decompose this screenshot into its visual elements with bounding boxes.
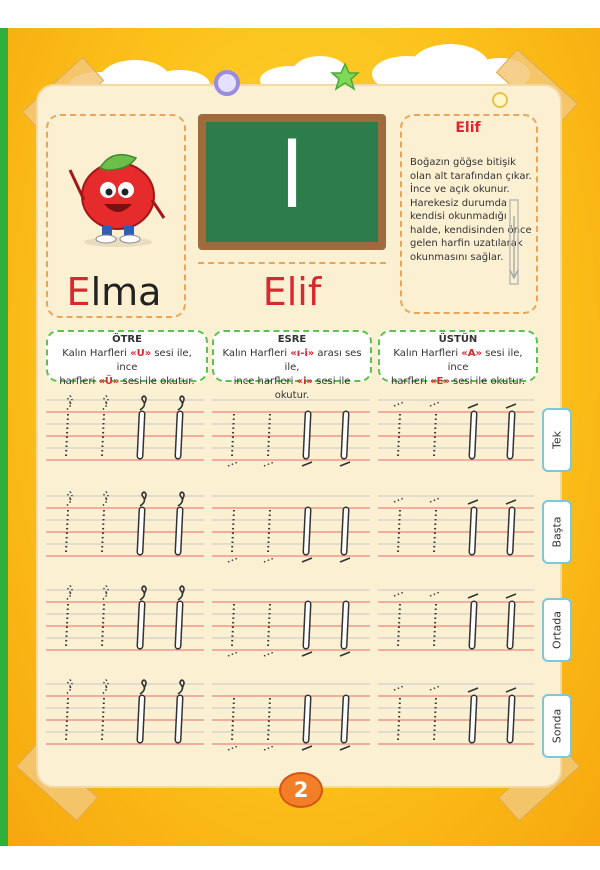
alif-tracing-icon: [66, 414, 68, 456]
word-rest: lma: [90, 270, 162, 314]
word-first-letter: E: [66, 270, 91, 314]
tab-sonda: Sonda: [542, 694, 572, 758]
tab-basta: Başta: [542, 500, 572, 564]
page-number: 2: [279, 772, 323, 808]
alif-tracing-icon: [268, 604, 270, 646]
tracing-row: [378, 684, 534, 744]
alif-tracing-icon: [102, 414, 104, 456]
tracing-row: [212, 496, 370, 562]
vowel-title: ÖTRE: [112, 334, 142, 345]
alif-tracing-icon: [232, 510, 234, 552]
tracing-row: [378, 496, 534, 556]
alif-tracing-icon: [434, 698, 436, 740]
alif-tracing-icon: [434, 604, 436, 646]
vowel-description: Kalın Harfleri «ı-i» arası ses ile, ince harfleri «i» sesi ile okutur.: [222, 348, 362, 401]
alif-tracing-icon: [268, 698, 270, 740]
alif-tracing-icon: [434, 414, 436, 456]
alif-tracing-icon: [232, 698, 234, 740]
tab-tek: Tek: [542, 408, 572, 472]
alif-tracing-icon: [66, 510, 68, 552]
vowel-description: Kalın Harfleri «A» sesi ile, ince harfleri «E» sesi ile okutur.: [390, 348, 526, 387]
tracing-row: [46, 680, 204, 744]
description-text: Boğazın göğse bitişik olan alt tarafından çıkar. İnce ve açık okunur. Harekesiz durumda kendisi okunmadığı halde, kendisinden önce gelen harfin uzatılarak okunmasını sağlar.: [410, 157, 532, 263]
tracing-row: [46, 396, 204, 460]
alif-tracing-icon: [398, 698, 400, 740]
alif-tracing-icon: [268, 414, 270, 456]
alif-tracing-icon: [66, 604, 68, 646]
tracing-row: [212, 590, 370, 656]
vowel-description: Kalın Harfleri «U» sesi ile, ince harfleri «Ü» sesi ile okutur.: [59, 348, 195, 387]
description-title: Elif: [455, 120, 481, 136]
arabic-letter-alif: ا: [279, 124, 305, 229]
alif-tracing-icon: [398, 604, 400, 646]
vowel-title: ESRE: [277, 334, 307, 345]
alif-tracing-icon: [102, 510, 104, 552]
tracing-row: [212, 684, 370, 750]
tab-ortada: Ortada: [542, 598, 572, 662]
alif-tracing-icon: [102, 604, 104, 646]
alif-tracing-icon: [66, 698, 68, 740]
letter-name-title: Elif: [262, 270, 322, 314]
alif-tracing-icon: [398, 510, 400, 552]
alif-tracing-icon: [268, 510, 270, 552]
tracing-row: [378, 590, 534, 650]
alif-tracing-icon: [232, 604, 234, 646]
alif-tracing-icon: [434, 510, 436, 552]
alif-tracing-icon: [102, 698, 104, 740]
tracing-row: [46, 492, 204, 556]
tracing-row: [46, 586, 204, 650]
vowel-title: ÜSTÜN: [438, 334, 478, 345]
tracing-row: [378, 400, 534, 460]
tracing-row: [212, 400, 370, 466]
alif-tracing-icon: [398, 414, 400, 456]
alif-tracing-icon: [232, 414, 234, 456]
